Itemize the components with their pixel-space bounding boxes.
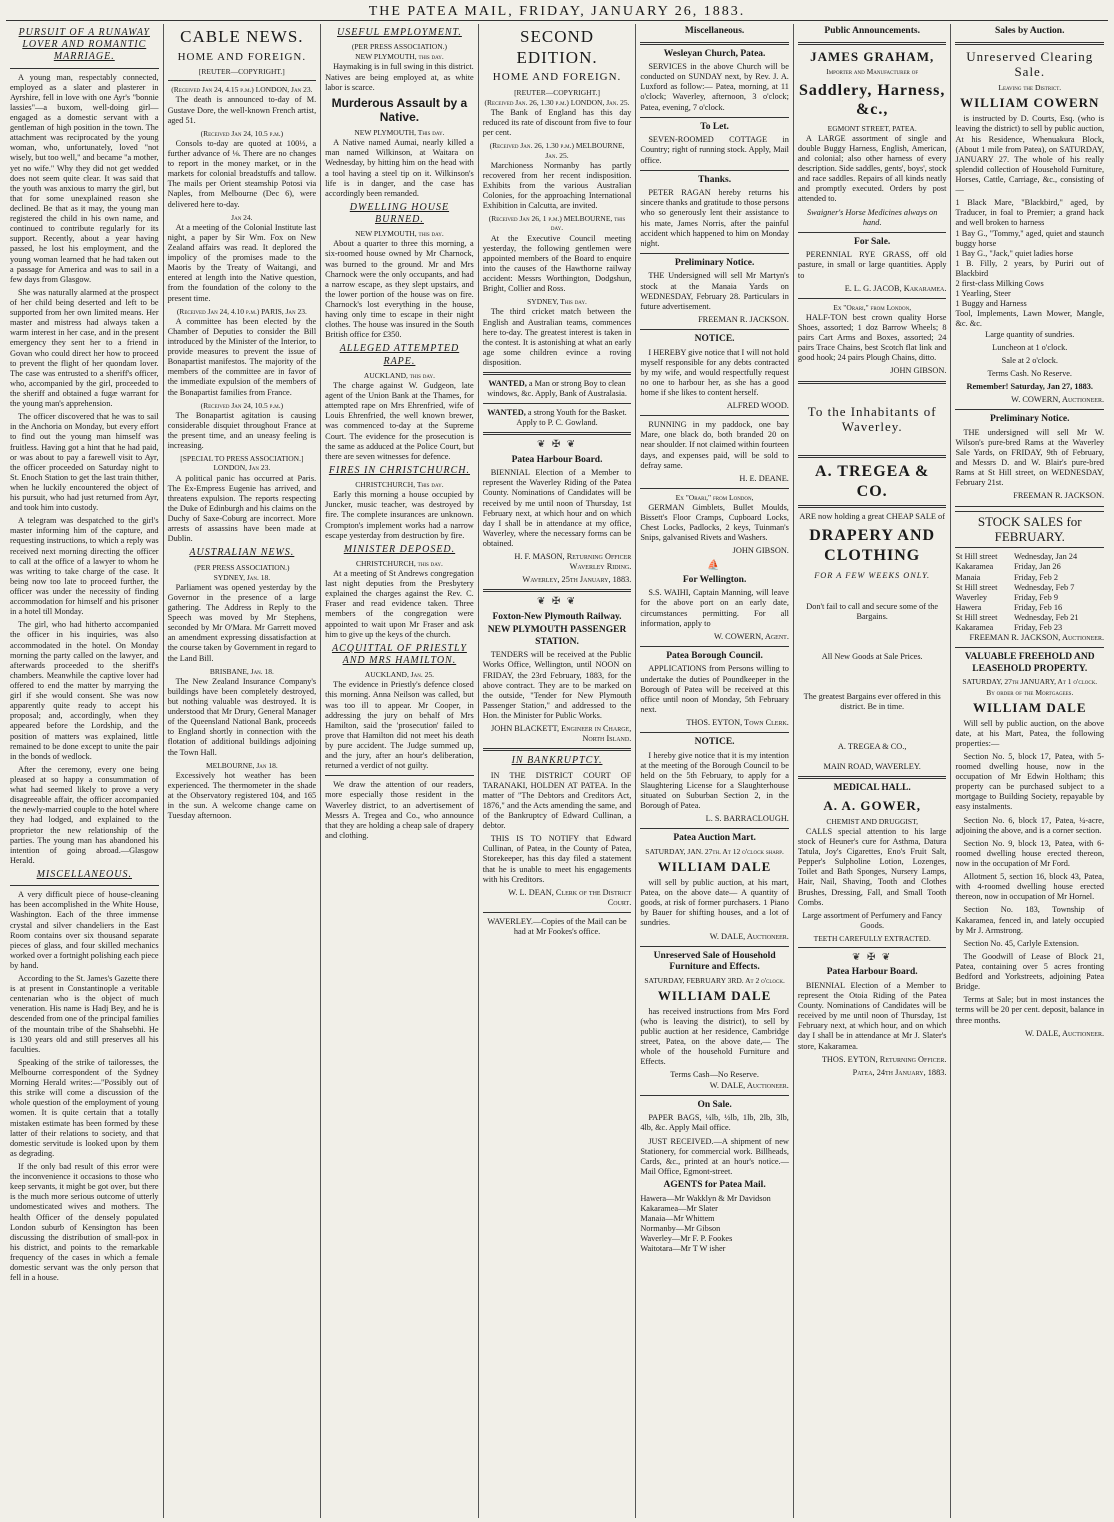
table-row [955, 552, 1104, 562]
ex-orari-note: Ex "Orari," from London, [833, 302, 912, 312]
sales-auction-heading: Sales by Auction. [995, 26, 1065, 36]
news-item: Haymaking is in full swing in this district. Natives are being employed at, as white labor is scarce. [325, 62, 474, 92]
tregea-address: MAIN ROAD, WAVERLEY. [823, 762, 921, 772]
agent-line: Hawera—Mr Wakklyn & Mr Davidson [640, 1193, 771, 1203]
lot-item: 1 Buggy and Harness [955, 299, 1027, 309]
dateline: (Received Jan. 26, 1.30 p.m.) MELBOURNE, Jan. 25. [489, 141, 625, 160]
divider [483, 912, 632, 913]
coat-of-arms-icon: ❦ ✠ ❦ [536, 596, 578, 608]
divider [955, 506, 1104, 507]
dateline: CHRISTCHURCH, this day. [355, 558, 443, 568]
notice-text: CALLS special attention to his large stock of Heuner's cure for Asthma, Datura Tatula, Joy's Cigarettes, Eno's Fruit Salt, Pepper's Sulpholine Lotion, Lozenges, Toilet and Bath Sponges, Nursery Lamps, Hair, Nail, Shaving, Tooth and Clothes Brushes, Dressing, Fall, and Small Tooth Combs. [797, 826, 947, 907]
lot-item: 1 Yearling, Steer [955, 289, 1011, 299]
remember-note: Remember! Saturday, Jan 27, 1883. [966, 382, 1094, 392]
auctioneer-name: WILLIAM COWERN [960, 95, 1100, 111]
notice-text: is instructed by D. Courts, Esq. (who is leaving the district) to sell by public auction, At his Residence, Whenuakura Block, (About 1 mile from Patea), on SATURDAY, JANUARY 27. The whole of his really splendid collection of Household Furniture, Horses, Cattle, Carriage, &c., consisting of— [955, 114, 1105, 195]
notice-text: I hereby give notice that it is my intention at the meeting of the Borough Council to be held on the 5th February, to apply for a Slaughtering License for a Slaughterhouse situated on Suburban Section 2, in the Borough of Patea. [640, 750, 789, 811]
news-item: Consols to-day are quoted at 100½, a further advance of ⅛. There are no changes to report in the money market, or in the markets for colonial breadstuffs and tallow. The mails per Orient steamship Potosi via Naples, from Melbourne (Dec 6), were delivered here to-day. [167, 138, 317, 209]
columns [6, 24, 1108, 1518]
sale-place: Kakaramea [955, 623, 994, 633]
dateline: NEW PLYMOUTH, This day. [354, 128, 445, 138]
auctioneer-name: WILLIAM DALE [657, 859, 772, 875]
tregea-signature: A. TREGEA & CO., [837, 742, 907, 752]
dateline: [SPECIAL TO PRESS ASSOCIATION.] LONDON, Jan 23. [180, 454, 304, 473]
bankruptcy-heading: IN BANKRUPTCY. [511, 755, 603, 767]
news-item: Excessively hot weather has been experienced. The thermometer in the shade at the Observatory registered 104, and 165 in the sun. A welcome change came on Tuesday afternoon. [167, 770, 317, 821]
sale-date: SATURDAY, JAN. 27th. At 12 o'clock sharp. [645, 847, 784, 857]
auction-mart-heading: Patea Auction Mart. [673, 833, 756, 844]
dateline: (Received Jan 24, 4.15 p.m.) LONDON, Jan 23. [171, 85, 313, 95]
column-2 [164, 24, 322, 1518]
article-paragraph: After the ceremony, every one being pleased at so happy a consummation of what had seemed likely to prove a very disagreeable affair, the officer accompanied the newly-married couple to the hotel where they had lodged, and explained to the proprietor the new relationship of the parties. The young man has abandoned his intention of going abroad.—Glasgow Herald. [10, 764, 159, 865]
wanted-label: WANTED, [488, 379, 527, 389]
station-heading: NEW PLYMOUTH PASSENGER STATION. [487, 625, 627, 647]
press-association-note: (PER PRESS ASSOCIATION.) [194, 562, 290, 572]
divider [640, 946, 789, 947]
mortgagees-note: By order of the Mortgagees. [986, 687, 1074, 697]
second-edition-heading: SECOND EDITION. [516, 27, 598, 67]
home-foreign-heading: HOME AND FOREIGN. [492, 71, 622, 84]
leaving-note: Leaving the District. [998, 83, 1062, 93]
graham-name: JAMES GRAHAM, [810, 48, 935, 64]
divider [955, 647, 1104, 648]
table-row [955, 562, 1104, 572]
divider [325, 775, 474, 776]
divider [640, 646, 789, 647]
wanted-ad [483, 379, 632, 399]
notice-text: RUNNING in my paddock, one bay Mare, one black do, both branded 20 on near shoulder. If not claimed within fourteen days, and expenses paid, will be sold to defray same. [640, 420, 789, 470]
wanted-label: WANTED, [487, 408, 526, 418]
medical-hall-heading: MEDICAL HALL. [833, 783, 911, 794]
property-item: Section No. 5, block 17, Patea, with 5-roomed dwelling house, now in the occupation of Mr Edwin Holtham; this property can be purchased subject to a mortgage to Building Society, repayable by easy instalments. [955, 751, 1105, 812]
sale-date: Wednesday, Jan 24 [1014, 552, 1078, 562]
notice-text: A LARGE assortment of single and double Buggy Harness, English, American, and colonial; also other harness of every description. Side saddles, gents', boys', stock and race saddles. Repairs of all kinds neatly and promptly executed. Orders by post attended to. [797, 133, 947, 204]
notice-text: I HEREBY give notice that I will not hold myself responsible for any debts contracted by my wife, and would respectfully request no one to harbour her, as she has a good home if she likes to content herself. [640, 347, 789, 397]
borough-council-heading: Patea Borough Council. [666, 650, 763, 661]
property-item: Section No. 9, block 13, Patea, with 6-roomed dwelling house erected thereon, now in the occupation of Mr Ford. [955, 838, 1105, 869]
perfumery-note: Large assortment of Perfumery and Fancy Goods. [802, 910, 943, 930]
news-item: A political panic has occurred at Paris. The Ex-Empress Eugenie has arrived, and threatens expulsion. The reports respecting the Duke of Edinburgh and his claims on the Duchy of Saxe-Coburg are incorrect. More arrests of assassins have been made at Dublin. [167, 473, 317, 544]
divider [955, 42, 1104, 45]
notice-text: S.S. WAIHI, Captain Manning, will leave for the above port on an early date, circumstances permitting. For all information, apply to [640, 588, 789, 628]
harbour-board-heading: Patea Harbour Board. [511, 454, 603, 465]
table-row [955, 613, 1104, 623]
dateline: BRISBANE, Jan. 18. [209, 666, 274, 676]
table-row [955, 573, 1104, 583]
news-item: The Bonapartist agitation is causing considerable disquiet throughout France at the present time, and an uneasy feeling is increasing. [167, 410, 317, 451]
signature: JOHN BLACKETT, Engineer in Charge, North Island. [491, 724, 632, 744]
news-item: The evidence in Priestly's defence closed this morning. Anna Neilson was called, but was too ill to appear. Mr Cooper, in addressing the jury on behalf of Mrs Hamilton, said the 'prosecution' failed to prove that Hamilton did not meet his death by pure accident. The Judge summed up, and the jury, after an hour's deliberation, returned a verdict of not guilty. [325, 680, 474, 771]
article-paragraph: She was naturally alarmed at the prospect of her child being deserted and left to be supported from her own limited means. Her master and mistress had always taken a warm interest in her case, and in the present emergency they sent her to a friend in Govan who could direct her how to proceed to prevent the flight of her quondam lover. The case was entrusted to a sheriff's officer, who, accompanied by the girl, proceeded to the sheriff and obtained a fugæ warrant for the young man's apprehension. [10, 287, 159, 409]
sale-place: Waverley [955, 592, 988, 602]
divider [798, 381, 947, 384]
divider [640, 1095, 789, 1096]
sale-time-note: Sale at 2 o'clock. [1001, 355, 1058, 365]
graham-address: EGMONT STREET, PATEA. [827, 123, 917, 133]
dateline: (Received Jan 26, 1 p.m.) MELBOURNE, this day. [488, 214, 626, 233]
column-7 [951, 24, 1108, 1518]
sale-place: St Hill street [955, 612, 998, 622]
notice-text: PETER RAGAN hereby returns his sincere thanks and gratitude to those persons who so generously lent their assistance to his mate, James Norris, after the painful accident which happened to him on Monday night. [640, 188, 789, 248]
column-5 [636, 24, 794, 1518]
column-6 [794, 24, 952, 1518]
divider [640, 117, 789, 118]
lot-item: Tool, Implements, Lawn Mower, Mangle, &c. &c. [955, 309, 1105, 329]
drapery-heading: DRAPERY AND CLOTHING [809, 527, 936, 564]
clearing-sale-heading: Unreserved Clearing Sale. [966, 48, 1094, 80]
thanks-heading: Thanks. [698, 174, 732, 185]
preliminary-notice-heading: Preliminary Notice. [990, 414, 1070, 425]
signature: E. L. G. JACOB, Kakaramea. [844, 283, 947, 293]
house-burned-heading: DWELLING HOUSE BURNED. [349, 201, 450, 226]
divider [483, 372, 632, 375]
column-3 [321, 24, 479, 1518]
runaway-lover-heading: PURSUIT OF A RUNAWAY LOVER AND ROMANTIC MARRIAGE. [18, 27, 150, 63]
divider [640, 488, 789, 489]
signature: FREEMAN R. JACKSON. [1013, 491, 1105, 501]
dateline: AUCKLAND, Jan. 25. [364, 670, 434, 680]
notice-text: SERVICES in the above Church will be conducted on SUNDAY next, by Rev. J. A. Luxford as follow:— Patea, morning, at 11 o'clock; Waverley, afternoon, 3 o'clock; Patea, evening, 7 o'clock. [640, 62, 789, 112]
article-paragraph: A young man, respectably connected, employed as a slater and plasterer in Ayrshire, fell in love with one Ayr's "bonnie lassies"—a buxom, well-doing girl—engaged as a domestic servant with a gentleman of high position in the town. The attachment was reciprocated by the young woman, who, unfortunately, loved "not wisely, but too well," and became "a mother, yet no wife." Why they did not get wedded does not seem quite clear. It was said that the youth was anxious to marry the girl, but that for some unexplained reason she declined. Be that as it may, the young man registered the child in his own name, and continued to contribute regularly for its support. Recently, about a year having passed, he lost his employment, and the young woman learned that he had taken out a passage for America and was to sail in a few days from Glasgow. [10, 72, 159, 284]
for-sale-heading: For Sale. [854, 236, 891, 247]
dateline: NEW PLYMOUTH, this day. [355, 52, 444, 62]
public-announcements-heading: Public Announcements. [824, 26, 920, 36]
dateline: (Received Jan 24, 10.5 p.m.) [200, 128, 284, 138]
column-1 [6, 24, 164, 1518]
saddlery-heading: Saddlery, Harness, &c., [798, 81, 946, 119]
news-item: The New Zealand Insurance Company's buildings have been completely destroyed, but nothing valuable was destroyed. It is understood that Mr Drury, General Manager of the Queensland National Bank, proceeds to England shortly in connection with the flotation of additional buildings adjoining the Town Hall. [167, 676, 317, 757]
sale-date: Friday, Feb 2 [1014, 572, 1058, 582]
preliminary-notice-heading: Preliminary Notice. [674, 257, 755, 268]
notice-text: Will sell by public auction, on the above date, at his Mart, Patea, the following properties:— [955, 718, 1105, 748]
notice-text: SEVEN-ROOMED COTTAGE in Country; right of running stock. Apply, Mail office. [640, 135, 789, 165]
agent-line: Waverley—Mr F. P. Fookes [640, 1233, 733, 1243]
divider [798, 42, 947, 45]
agents-heading: AGENTS for Patea Mail. [663, 1179, 766, 1190]
stock-sales-table [955, 552, 1104, 633]
divider [798, 776, 947, 779]
coat-of-arms-icon: ❦ ✠ ❦ [852, 952, 893, 964]
terms-note: Terms at Sale; but in most instances the terms will be 20 per cent. deposit, balance in three months. [955, 995, 1105, 1025]
dateline: CHRISTCHURCH, This day. [355, 480, 444, 490]
sale-date: Friday, Feb 23 [1014, 623, 1063, 633]
copyright-note: [REUTER—COPYRIGHT.] [514, 87, 600, 97]
property-item: Section No. 45, Carlyle Extension. [963, 938, 1079, 948]
divider [798, 232, 947, 233]
divider [483, 589, 632, 592]
notice-text: THE Undersigned will sell Mr Martyn's stock at the Manaia Yards on WEDNESDAY, February 28. Particulars in future advertisement. [640, 271, 789, 311]
divider [483, 432, 632, 435]
signature: W. COWERN, Agent. [713, 631, 789, 641]
miscellaneous-heading: MISCELLANEOUS. [36, 868, 132, 880]
divider [798, 947, 947, 948]
notice-heading: NOTICE. [694, 737, 735, 748]
notice-text: JUST RECEIVED.—A shipment of new Stationery, for commercial work. Billheads, Cards, &c., printed at an hour's notice.—Mail Office, Egmont-street. [640, 1136, 789, 1176]
ex-orari-note: Ex "Orari," from London, [675, 492, 754, 502]
useful-employment-heading: USEFUL EMPLOYMENT. [337, 27, 462, 38]
few-weeks-note: FOR A FEW WEEKS ONLY. [814, 571, 931, 581]
freehold-heading: VALUABLE FREEHOLD AND LEASEHOLD PROPERTY. [964, 652, 1095, 674]
divider [955, 409, 1104, 410]
dateline: MELBOURNE, Jan 18. [205, 760, 278, 770]
dateline: SYDNEY, This day. [527, 297, 587, 307]
miscellaneous-heading: Miscellaneous. [684, 26, 745, 36]
cable-news-heading: CABLE NEWS. [180, 27, 304, 46]
divider [640, 253, 789, 254]
signature: JOHN GIBSON. [890, 366, 947, 376]
editorial-note: We draw the attention of our readers, more especially those resident in the Waverley district, to an advertisement of Messrs A. Tregea and Co., who announce that they are holding a cheap sale of drapery and clothing. [325, 780, 474, 840]
divider [10, 68, 159, 69]
sale-date: SATURDAY, 27th JANUARY, At 1 o'clock. [962, 677, 1098, 687]
news-item: A Native named Aumai, nearly killed a man named Wilkinson, at Waitara on Wednesday, by hitting him on the head with a tool having a steel tip on it. Wilkinson's life is in danger, and the case has accordingly been remanded. [325, 138, 474, 198]
signature: THOS. EYTON, Returning Officer. [821, 1054, 947, 1064]
dateline: SYDNEY, Jan. 18. [213, 572, 271, 582]
notice-text: PAPER BAGS, ¼lb, ½lb, 1lb, 2lb, 3lb, 4lb, &c. Apply Mail office. [640, 1113, 789, 1133]
divider [640, 828, 789, 829]
divider [798, 455, 947, 458]
australian-news-heading: AUSTRALIAN NEWS. [189, 547, 295, 559]
divider [640, 329, 789, 330]
news-item: At a meeting of the Colonial Institute last night, a paper by Sir Wm. Fox on New Zealand affairs was read. It deplored the impolicy of the promises made to the Maoris by the Treaty of Waitangi, and entered at length into the Native question, from the foundation of the colony to the present time. [167, 222, 317, 303]
divider [640, 42, 789, 45]
minister-deposed-heading: MINISTER DEPOSED. [343, 543, 456, 555]
notice-heading: NOTICE. [694, 333, 735, 344]
wanted-ad [483, 408, 632, 428]
article-paragraph: The officer discovered that he was to sail in the Anchoria on Monday, but every effort to find out the young man himself was fruitless. Having got a hint that he had paid, or was about to pay a farewell visit to Ayr, the officer proceeded on Saturday night to St. Enoch Station to get the last train thither, when he luckily encountered the object of his pursuit, who had just returned from Ayr, and took him into custody. [10, 412, 159, 513]
gower-name: A. A. GOWER, [823, 797, 921, 813]
fires-christchurch-heading: FIRES IN CHRISTCHURCH. [328, 464, 471, 476]
dateline: Jan 24. [231, 212, 253, 222]
inhabitants-heading: To the Inhabitants of Waverley. [807, 403, 937, 435]
news-item: At the Executive Council meeting yesterday, the following gentlemen were appointed members of the Board to enquire into the causes of the Hawthorne railway accident: Messrs Worthington, Dodgshun, Bright, Collier and Ross. [482, 233, 632, 294]
harbour-board-heading: Patea Harbour Board. [826, 967, 918, 978]
sale-place: Hawera [955, 602, 982, 612]
lot-item: 2 first-class Milking Cows [955, 279, 1044, 289]
column-4 [479, 24, 637, 1518]
signature: W. DALE, Auctioneer. [709, 931, 789, 941]
notice-text: THE undersigned will sell Mr W. Wilson's pure-bred Rams at the Waverley Sale Yards, on FRIDAY, 9th of February, and Messrs D. and W. Blair's pure-bred Rams at St Hill street, on WEDNESDAY, February 21st. [955, 427, 1105, 488]
greatest-bargains-note: The greatest Bargains ever offered in this district. Be in time. [803, 691, 941, 711]
sale-place: St Hill street [955, 552, 998, 562]
news-item: The charge against W. Gudgeon, late agent of the Union Bank at the Thames, for attempted rape on Mrs Ehrenfried, wife of Louis Ehrenfried, the well known brewer, was commenced to-day at the Supreme Court. The evidence for the prosecution is the same as adduced at the Police Court, but there are seven witnesses for defence. [325, 380, 474, 461]
sale-place: St Hill street [955, 582, 998, 592]
news-item: Marchioness Normanby has partly recovered from her recent indisposition. Exhibits from the various Australian Colonies, for the approaching International Exhibition in Calcutta, are invited. [482, 160, 632, 211]
divider [483, 403, 632, 404]
divider [640, 415, 789, 416]
news-item: The third cricket match between the English and Australian teams, commences here to-day. The greatest interest is taken in the contest. It is astonishing at what an early age some children evince a roving disposition. [482, 307, 632, 367]
church-heading: Wesleyan Church, Patea. [663, 48, 766, 59]
signature: JOHN GIBSON. [732, 546, 789, 556]
news-item: Parliament was opened yesterday by the Governor in the presence of a large gathering. The Address in Reply to the Speech was moved by Mr Stephens, seconded by Mr O'Mara. Mr Garrett moved an amendment expressing dissatisfaction at the course taken by Government in regard to the Land Bill. [167, 582, 317, 663]
property-item: Allotment 5, section 16, block 43, Patea, with 4-roomed dwelling house erected thereon, now in occupation of Mr Hornel. [955, 872, 1105, 902]
lot-item: 1 Bay G., "Jack," quiet ladies horse [955, 248, 1074, 258]
property-item: Section No. 183, Township of Kakaramea, fenced in, and lately occupied by Mr J. Armstrong. [955, 905, 1105, 935]
press-association-note: (PER PRESS ASSOCIATION.) [351, 42, 448, 52]
notice-text: has received instructions from Mrs Ford (who is leaving the district), to sell by public auction at her residence, Cambridge street, Patea, on the above date,— The whole of the household Furniture and Effects. [640, 1006, 789, 1067]
signature: W. DALE, Auctioneer. [1024, 1028, 1105, 1038]
signature: L. S. BARRACLOUGH. [705, 814, 789, 824]
agent-line: Kakaramea—Mr Slater [640, 1203, 718, 1213]
wellington-heading: For Wellington. [682, 574, 747, 585]
signature: W. L. DEAN, Clerk of the District Court. [508, 887, 632, 907]
notice-text: THIS IS TO NOTIFY that Edward Cullinan, of Patea, in the County of Patea, Storekeeper, has this day filed a statement that he is unable to meet his engagements with his Creditors. [482, 834, 632, 884]
railway-heading: Foxton-New Plymouth Railway. [492, 611, 622, 622]
article-paragraph: A very difficult piece of house-cleaning has been accomplished in the White House, Washington. Each of the three immense crystal and silver chandeliers in the East Room contains over six thousand separate pieces of glass, and four skilled mechanics worked over a fortnight polishing each piece by hand. [10, 890, 159, 970]
luncheon-note: Luncheon at 1 o'clock. [992, 342, 1068, 352]
table-row [955, 593, 1104, 603]
lot-item: 1 Black Mare, "Blackbird," aged, by Traducer, in foal to Premier; a grand hack and well broken to harness [955, 198, 1105, 228]
dateline: (Received Jan 24, 10.5 p.m.) [200, 400, 284, 410]
agent-line: Manaia—Mr Whittem [640, 1213, 715, 1223]
tregea-intro: ARE now holding a great CHEAP SALE of [799, 512, 945, 522]
home-foreign-heading: HOME AND FOREIGN. [177, 50, 307, 63]
property-item: Section No. 6, block 17, Patea, ¼-acre, adjoining the above, and is a corner section. [955, 815, 1105, 835]
unreserved-sale-heading: Unreserved Sale of Household Furniture and Effects. [653, 950, 776, 973]
teeth-note: TEETH CAREFULLY EXTRACTED. [813, 933, 931, 943]
notice-date: Waverley, 25th January, 1883. [522, 575, 632, 585]
article-paragraph: Speaking of the strike of tailoresses, the Melbourne correspondent of the Sydney Morning Herald writes:—"Possibly out of this strike will come a discussion of the whole question of the employment of young women. It is quite certain that a totally mistaken estimate has been formed by these latter of their relations to society, and that domestic servitude is looked upon by them as degrading. [10, 1057, 159, 1158]
divider [168, 80, 317, 81]
notice-text: BIENNIAL Election of a Member to represent the Otoia Riding of the Patea County. Nominations of Candidates will be received by me until noon of Thursday, 1st February next, at which hour, and on which day I shall be in attendance at Mr J. Slater's store, Kakaramea. [797, 980, 947, 1051]
divider [798, 505, 947, 508]
sale-date: Friday, Feb 16 [1014, 602, 1063, 612]
notice-text: APPLICATIONS from Persons willing to undertake the duties of Poundkeeper in the Borough of Patea will be received at this office until noon of Monday, 5th February next. [640, 664, 789, 714]
acquittal-heading: ACQUITTAL OF PRIESTLY AND MRS HAMILTON. [331, 642, 467, 666]
notice-text: TENDERS will be received at the Public Works Office, Wellington, until NOON on FRIDAY, the 23rd February, 1883, for the above contract. They are to be marked on the outside, "Tender for New Plymouth Passenger Station," and addressed to the Hon. the Minister for Public Works. [482, 650, 632, 721]
terms-note: Terms Cash—No Reserve. [670, 1070, 759, 1080]
news-item: The death is announced to-day of M. Gustave Dore, the well-known French artist, aged 51. [167, 95, 317, 125]
divider [10, 885, 159, 886]
news-item: Early this morning a house occupied by Juncker, music teacher, was destroyed by fire. The complete insurances are unknown. Crompton's implement works had a narrow escape yesterday from destruction by fire. [325, 490, 474, 540]
property-item: The Goodwill of Lease of Block 21, Patea, containing over 5 acres fronting Bedford and Yorkstreets, adjoining Patea Bridge. [955, 951, 1105, 992]
signature: FREEMAN R. JACKSON. [698, 314, 789, 324]
auctioneer-name: WILLIAM DALE [973, 699, 1087, 715]
table-row [955, 583, 1104, 593]
notice-text: will sell by public auction, at his mart, Patea, on the above date— A quantity of goods, at risk of former purchasers. 1 Piano by Bauer for shifting houses, and a lot of sundries. [640, 878, 789, 928]
signature: H. F. MASON, Returning Officer Waverley Riding. [514, 552, 632, 572]
waverley-note: WAVERLEY.—Copies of the Mail can be had at Mr Fookes's office. [487, 916, 627, 937]
article-paragraph: According to the St. James's Gazette there is at present in Constantinople a veritable centenarian who is the object of much veneration. His name is Hadj Bey, and he is descended from one of the principal families of the mountain tribe of the Shahsebhi. He is 130 years old and still preserves all his faculties. [10, 974, 159, 1054]
signature: W. COWERN, Auctioneer. [1011, 395, 1105, 405]
article-paragraph: The girl, who had hitherto accompanied the officer in his inquiries, was also accommodated in the hotel. On Monday morning the party called on the lawyer, and afterwards proceeded to the sheriff's chambers. Meanwhile the captive lover had offered to end the matter by marrying the girl if she would consent. She was now apparently quite ready to accept his proposal; and, accordingly, when they appeared before the Lordship, and the position of matters was explained, little remained to be done except to unite the pair in the bonds of wedlock. [10, 620, 159, 761]
signature: ALFRED WOOD. [726, 401, 789, 411]
news-item: The Bank of England has this day reduced its rate of discount from five to four per cent. [482, 108, 632, 138]
news-item: At a meeting of St Andrews congregation last night deputies from the Presbytery explained the charges against the Rev. C. Fraser and read evidence taken. Three members of the congregation were appointed to wait upon Mr Fraser and ask him to give up the keys of the church. [325, 569, 474, 639]
signature: FREEMAN R. JACKSON, Auctioneer. [969, 633, 1105, 643]
divider [798, 298, 947, 299]
murderous-assault-heading: Murderous Assault by a Native. [331, 95, 468, 125]
article-paragraph: If the only bad result of this error were the inconvenience it occasions to those who keep servants, it might be got over, but there is the much more serious outcome of utterly undomesticated wives and mothers. The health Officer of the densely populated London suburb of Kensington has been discussing the distribution of small-pox in his district, and points to the remarkable frequency of the cases in which a female domestic servant was the only person that fell in a house. [10, 1162, 159, 1283]
signature: W. DALE, Auctioneer. [709, 1080, 789, 1090]
sale-date: Friday, Feb 9 [1014, 592, 1058, 602]
news-item: A committee has been elected by the Chamber of Deputies to consider the Bill introduced by the Minister of the Interior, to provide measures to prevent the issue of Bonapartist manifestos. The majority of the members of the committee are in favor of the immediate expulsion of the members of the Bonapartist families from France. [167, 316, 317, 397]
news-item: About a quarter to three this morning, a six-roomed house owned by Mr Charnock, was burned to the ground. Mr and Mrs Charnock were the only occupants, and had a narrow escape, as they slept upstairs, and the lower portion of the house was on fire. Charnock's lost everything in the house, having only time to escape in their night clothes. The house was insured in the South British office for £350. [325, 239, 474, 340]
sale-date: SATURDAY, FEBRUARY 3RD. At 2 o'clock. [644, 975, 785, 985]
notice-text: HALF-TON best crown quality Horse Shoes, assorted; 1 doz Barrow Wheels; 8 pairs Cart Arms and Boxes, assorted; 24 pairs Trace Chains, best Scotch flat link and good hook; 24 pairs Plough Chains, ditto. [797, 312, 947, 363]
signature: THOS. EYTON, Town Clerk. [686, 717, 789, 727]
attempted-rape-heading: ALLEGED ATTEMPTED RAPE. [339, 343, 460, 367]
lot-item: 1 Bay G., "Tommy," aged, quiet and staunch buggy horse [955, 228, 1105, 248]
signature: H. E. DEANE. [739, 473, 789, 483]
sundries-note: Large quantity of sundries. [985, 329, 1075, 339]
new-goods-note: All New Goods at Sale Prices. [821, 651, 923, 661]
copyright-note: [REUTER—COPYRIGHT.] [198, 67, 285, 77]
notice-text: PERENNIAL RYE GRASS, off old pasture, in small or large quantities. Apply to [797, 250, 947, 280]
sale-place: Manaia [955, 572, 981, 582]
lot-item: 1 B. Filly, 2 years, by Puriri out of Blackbird [955, 258, 1105, 278]
notice-text: BIENNIAL Election of a Member to represent the Waverley Riding of the Patea County. Nominations of Candidates will be received by me until noon of Thursday, 1st February next, at which hour and on which day I shall be in attendance at my office, Waverley, where the necessary forms can be obtained. [482, 468, 632, 549]
divider [640, 732, 789, 733]
notice-date: Patea, 24th January, 1883. [852, 1067, 947, 1077]
wanted-text: a Man or strong Boy to clean windows, &c. Apply, Bank of Australasia. [487, 379, 627, 399]
tregea-heading: A. TREGEA & CO. [815, 463, 930, 500]
dateline: (Received Jan 24, 4.10 p.m.) PARIS, Jan 23. [176, 306, 307, 316]
table-row [955, 623, 1104, 633]
terms-note: Terms Cash. No Reserve. [987, 368, 1072, 378]
divider [483, 748, 632, 751]
chemist-note: CHEMIST AND DRUGGIST, [826, 816, 918, 826]
sale-date: Wednesday, Feb 7 [1014, 582, 1075, 592]
auctioneer-name: WILLIAM DALE [657, 987, 772, 1003]
masthead: THE PATEA MAIL, FRIDAY, JANUARY 26, 1883. [6, 4, 1108, 21]
table-row [955, 603, 1104, 613]
notice-text: GERMAN Gimblets, Bullet Moulds, Bissett's Floor Cramps, Cupboard Locks, Chest Locks, Padlocks, 2 keys, Tuinman's Snips, galvanised Rivets and Washers. [640, 503, 789, 543]
notice-text: IN THE DISTRICT COURT OF TARANAKI, HOLDEN AT PATEA. In the matter of "The Debtors and Creditors Act, 1876," and the Acts amending the same, and of the Bankruptcy of Edward Cullinan, a debtor. [482, 770, 632, 831]
dateline: AUCKLAND, this day. [363, 370, 435, 380]
steamship-icon: ⛵ [707, 559, 722, 571]
wanted-text: a strong Youth for the Basket. Apply to P. C. Gowland. [516, 408, 627, 428]
sale-place: Kakaramea [955, 562, 994, 572]
divider [640, 170, 789, 171]
on-sale-heading: On Sale. [697, 1099, 732, 1110]
coat-of-arms-icon: ❦ ✠ ❦ [536, 439, 578, 451]
article-paragraph: A telegram was despatched to the girl's master informing him of the capture, and requesting instructions, to which a reply was received next morning directing the officer to call at the office of a lawyer to whom he was writing to take charge of the case. It being now too late to proceed further, the officer was under the necessity of finding accommodation for himself and his prisoner in a hotel till Monday. [10, 516, 159, 617]
bargains-note: Don't fail to call and secure some of the Bargains. [806, 601, 939, 621]
to-let-heading: To Let. [700, 121, 729, 132]
stock-sales-heading: STOCK SALES for FEBRUARY. [955, 511, 1104, 549]
agent-line: Normanby—Mr Gibson [640, 1223, 721, 1233]
graham-sub: Importer and Manufacturer of [826, 67, 919, 77]
dateline: NEW PLYMOUTH, this day. [355, 229, 444, 239]
agent-line: Waitotara—Mr T W isher [640, 1244, 726, 1254]
dateline: (Received Jan. 26, 1.30 p.m.) LONDON, Jan. 25. [484, 98, 630, 108]
sale-date: Wednesday, Feb 21 [1014, 612, 1079, 622]
sale-date: Friday, Jan 26 [1014, 562, 1061, 572]
horse-medicine-note: Swaigner's Horse Medicines always on hand. [806, 207, 938, 227]
